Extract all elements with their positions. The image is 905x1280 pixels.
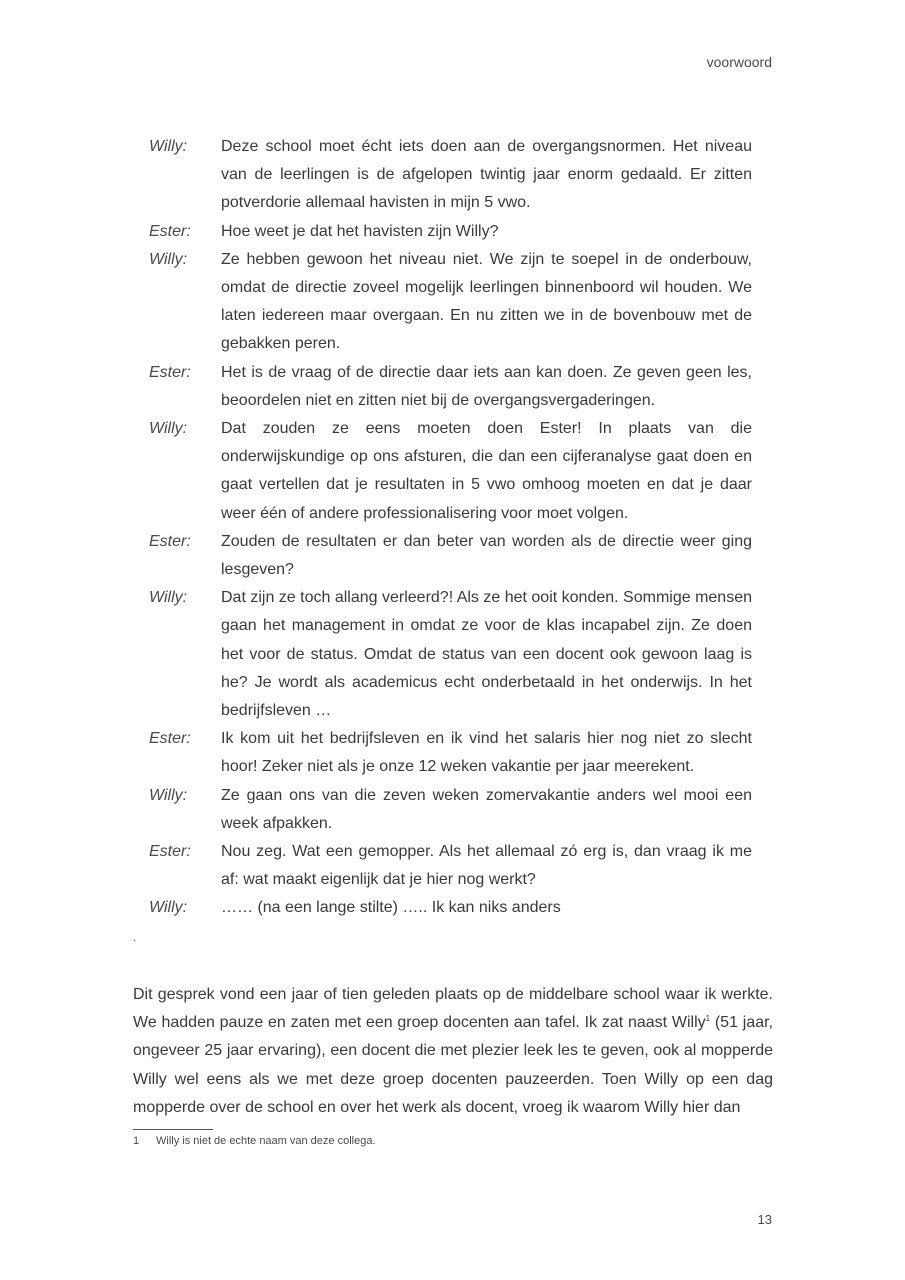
dialogue-line: Deze school moet écht iets doen aan de overgangsnormen. Het niveau van de leerlingen is de afgelopen twintig jaar enorm gedaald. Er zitten potverdorie allemaal havisten in mijn 5 vwo.	[221, 138, 752, 212]
dialogue-line: Nou zeg. Wat een gemopper. Als het allemaal zó erg is, dan vraag ik me af: wat maakt eigenlijk dat je hier nog werkt?	[221, 843, 752, 889]
dialogue-turn	[149, 894, 752, 922]
speaker-name: Willy:	[149, 250, 188, 268]
dialogue-line: Dat zouden ze eens moeten doen Ester! In plaats van die onderwijskundige op ons afsturen, die dan een cijferanalyse gaat doen en gaat vertellen dat je resultaten in 5 vwo omhoog moeten en dat je daar weer één of andere professionalisering voor moet volgen.	[221, 420, 752, 522]
speaker-name: Ester:	[149, 222, 191, 240]
dialogue-turn	[149, 584, 752, 725]
speaker-name: Willy:	[149, 138, 188, 155]
paragraph-text-before-ref: Dit gesprek vond een jaar of tien geleden plaats op de middelbare school waar ik werkte. We hadden pauze en zaten met een groep docenten aan tafel. Ik zat naast Willy	[133, 986, 773, 1032]
dialogue-line: Het is de vraag of de directie daar iets aan kan doen. Ze geven geen les, beoordelen niet en zitten niet bij de overgangsvergaderingen.	[221, 363, 752, 409]
page-number: 13	[757, 1212, 772, 1227]
speaker-name: Willy:	[149, 786, 188, 804]
speaker-name: Willy:	[149, 589, 188, 607]
paragraph-text-after-ref: (51 jaar, ongeveer 25 jaar ervaring), een docent die met plezier leek les te geven, ook al mopperde Willy wel eens als we met deze groep docenten pauzeerden. Toen Willy op een dag mopperde over de school en over het werk als docent, vroeg ik waarom Willy hier dan	[133, 1014, 773, 1116]
speaker-name: Ester:	[149, 730, 191, 748]
speaker-name: Ester:	[149, 532, 191, 550]
dialogue-turn	[149, 359, 752, 415]
dialogue-turn	[149, 838, 752, 894]
dialogue-turn	[149, 218, 752, 246]
dialogue	[149, 133, 752, 923]
speaker-name: Willy:	[149, 420, 188, 438]
dialogue-turn	[149, 782, 752, 838]
footnote-text: Willy is niet de echte naam van deze collega.	[156, 1135, 376, 1147]
dialogue-turn	[149, 528, 752, 584]
dialogue-turn	[149, 133, 752, 218]
dialogue-line: Hoe weet je dat het havisten zijn Willy?	[221, 222, 499, 240]
footnote	[133, 1135, 376, 1147]
speaker-name: Ester:	[149, 843, 191, 861]
dialogue-line: …… (na een lange stilte) ….. Ik kan niks anders	[221, 899, 561, 917]
body-paragraph	[133, 981, 773, 1122]
footnote-reference[interactable]: 1	[705, 1014, 711, 1024]
footnote-number: 1	[133, 1135, 140, 1147]
dialogue-turn	[149, 246, 752, 359]
dialogue-turn	[149, 725, 752, 781]
dialogue-line: Zouden de resultaten er dan beter van worden als de directie weer ging lesgeven?	[221, 532, 752, 579]
stray-mark: .	[133, 930, 137, 944]
running-header: voorwoord	[706, 54, 772, 70]
footnote-rule	[133, 1129, 213, 1130]
speaker-name: Ester:	[149, 363, 191, 381]
dialogue-line: Ik kom uit het bedrijfsleven en ik vind het salaris hier nog niet zo slecht hoor! Zeker niet als je onze 12 weken vakantie per jaar meerekent.	[221, 730, 752, 776]
dialogue-turn	[149, 415, 752, 528]
speaker-name: Willy:	[149, 899, 188, 917]
dialogue-line: Ze hebben gewoon het niveau niet. We zijn te soepel in de onderbouw, omdat de directie zoveel mogelijk leerlingen binnenboord wil houden. We laten iedereen maar overgaan. En nu zitten we in de bovenbouw met de gebakken peren.	[221, 250, 752, 353]
dialogue-line: Dat zijn ze toch allang verleerd?! Als ze het ooit konden. Sommige mensen gaan het management in omdat ze voor de klas incapabel zijn. Ze doen het voor de status. Omdat de status van een docent ook gewoon laag is he? Je wordt als academicus echt onderbetaald in het onderwijs. In het bedrijfsleven …	[221, 589, 752, 720]
dialogue-line: Ze gaan ons van die zeven weken zomervakantie anders wel mooi een week afpakken.	[221, 786, 752, 832]
